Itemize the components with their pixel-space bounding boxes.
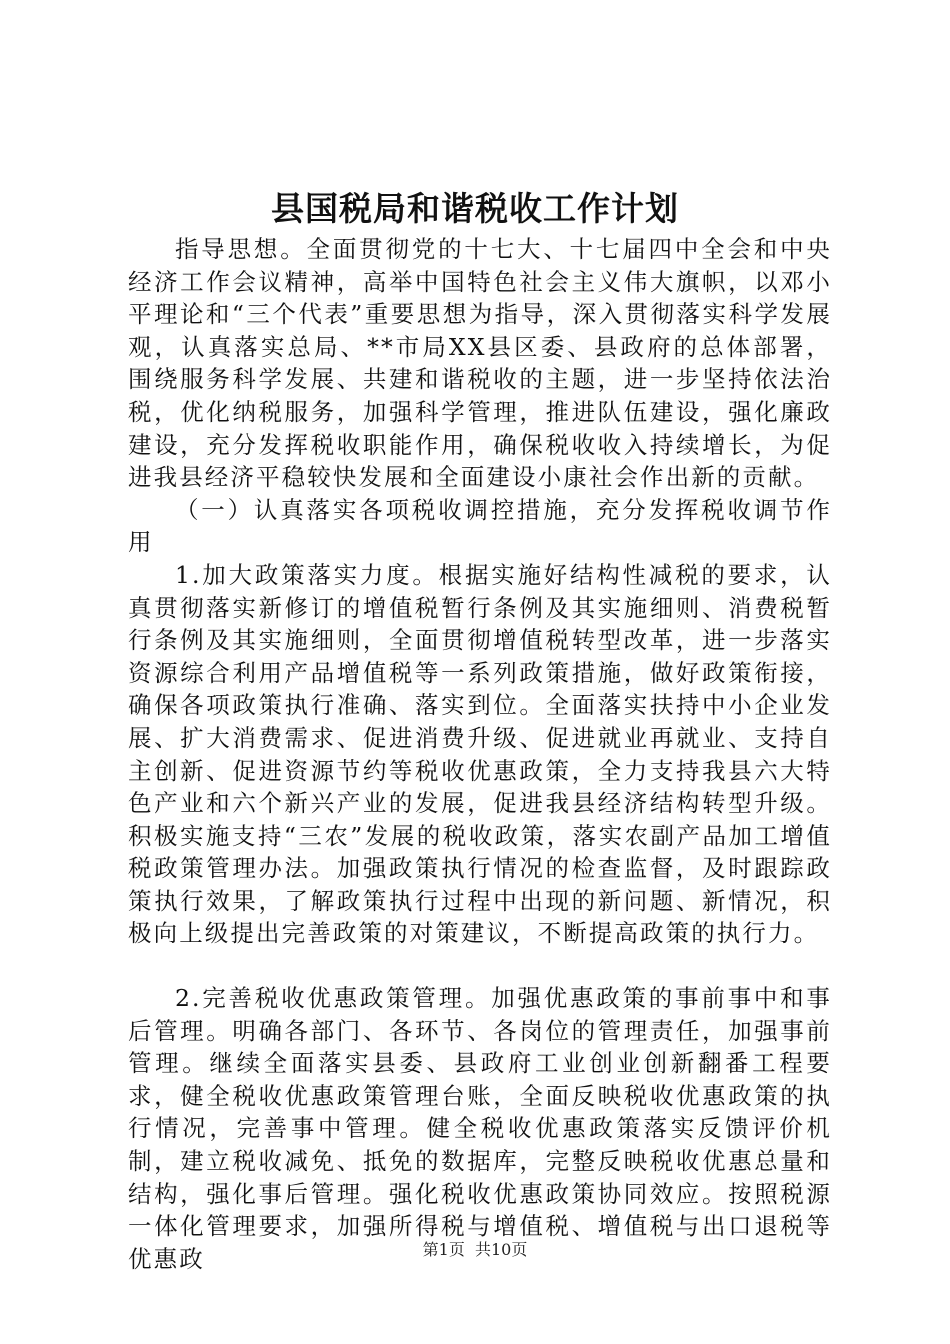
document-body (128, 233, 832, 1275)
paragraph-guiding-ideology: 指导思想。全面贯彻党的十七大、十七届四中全会和中央经济工作会议精神，高举中国特色社会主义伟大旗帜，以邓小平理论和“三个代表”重要思想为指导，深入贯彻落实科学发展观，认真落实总局、**市局XX县区委、县政府的总体部署，围绕服务科学发展、共建和谐税收的主题，进一步坚持依法治税，优化纳税服务，加强科学管理，推进队伍建设，强化廉政建设，充分发挥税收职能作用，确保税收收入持续增长，为促进我县经济平稳较快发展和全面建设小康社会作出新的贡献。 (128, 235, 832, 492)
page-footer (0, 1238, 950, 1262)
paragraph-spacer (128, 950, 832, 982)
section-heading-1: （一）认真落实各项税收调控措施，充分发挥税收调节作用 (128, 495, 832, 557)
paragraph-policy-implementation: 1.加大政策落实力度。根据实施好结构性减税的要求，认真贯彻落实新修订的增值税暂行条例及其实施细则、消费税暂行条例及其实施细则，全面贯彻增值税转型改革，进一步落实资源综合利用产品增值税等一系列政策措施，做好政策衔接，确保各项政策执行准确、落实到位。全面落实扶持中小企业发展、扩大消费需求、促进消费升级、促进就业再就业、支持自主创新、促进资源节约等税收优惠政策，全力支持我县六大特色产业和六个新兴产业的发展，促进我县经济结构转型升级。积极实施支持“三农”发展的税收政策，落实农副产品加工增值税政策管理办法。加强政策执行情况的检查监督，及时跟踪政策执行效果，了解政策执行过程中出现的新问题、新情况，积极向上级提出完善政策的对策建议，不断提高政策的执行力。 (128, 560, 832, 948)
paragraph-preferential-policy-management: 2.完善税收优惠政策管理。加强优惠政策的事前事中和事后管理。明确各部门、各环节、各岗位的管理责任，加强事前管理。继续全面落实县委、县政府工业创业创新翻番工程要求，健全税收优惠政策管理台账，全面反映税收优惠政策的执行情况，完善事中管理。健全税收优惠政策落实反馈评价机制，建立税收减免、抵免的数据库，完整反映税收优惠总量和结构，强化事后管理。强化税收优惠政策协同效应。按照税源一体化管理要求，加强所得税与增值税、增值税与出口退税等优惠政 (128, 984, 832, 1273)
page-number-label: 第1页 共10页 (422, 1240, 528, 1259)
document-title: 县国税局和谐税收工作计划 (271, 189, 679, 228)
